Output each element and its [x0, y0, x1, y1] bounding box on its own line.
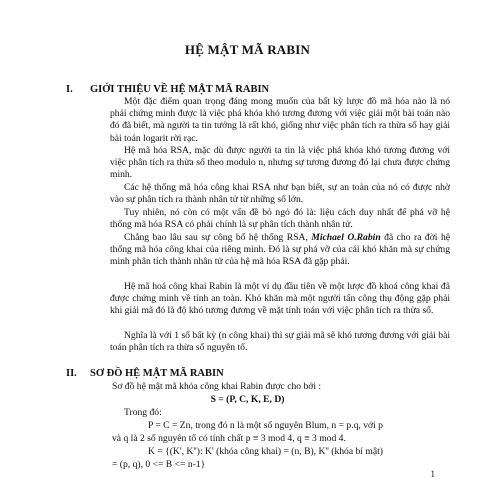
section-1-number: I. [66, 84, 73, 95]
paragraph-6: Hệ mã hoá công khai Rabin là một ví dụ đầu tiên về một lược đồ khoá công khai đã được chứng minh về tính an toàn. Khó khăn mà một người tấn công thụ động gặp phải khi giải mã đó là độ khó tương đương về mặt tính toán với việc phân tích ra thừa số. [110, 281, 450, 317]
paragraph-5-end: đã cho ra đời hệ thống mã hóa công khai của riêng mình. Đó là sự phá vỡ của cái khó khăn mà sự chứng minh phân tích thành nhân tử của hệ mã hóa RSA đã gặp phải. [110, 232, 451, 268]
paragraph-2: Hệ mã hóa RSA, mặc dù được người ta tin là việc phá khóa khó tương đương với việc phân tích ra thừa số theo modulo n, nhưng sự tương đương đó lại chưa được chứng minh. [110, 145, 450, 181]
page-number: 1 [430, 469, 435, 479]
author-name: Michael O.Rabin [311, 232, 381, 243]
paragraph-5 [110, 232, 450, 269]
page-title: HỆ MẬT MÃ RABIN [184, 42, 311, 57]
definition-line-2: và q là 2 số nguyên tố có tính chất p ≡ 3 mod 4, q ≡ 3 mod 4. [112, 433, 346, 444]
paragraph-3: Các hệ thống mã hóa công khai RSA như bạn biết, sự an toàn của nó có được nhờ vào sự phân tích ra thành nhân tử từ những số lớn. [110, 182, 450, 206]
definition-line-1: P = C = Zn, trong đó n là một số nguyên Blum, n = p.q, với p [148, 420, 383, 431]
definition-line-3: K = {(K', K''): K' (khóa công khai) = (n, B), K'' (khóa bí mật) [148, 446, 383, 457]
section-2-intro: Sơ đồ hệ mật mã khóa công khai Rabin được cho bởi : [112, 381, 322, 392]
scheme-formula: S = (P, C, K, E, D) [210, 394, 285, 405]
definition-line-4: = (p, q), 0 <= B <= n-1} [112, 459, 206, 470]
paragraph-5-start: Chẳng bao lâu sau sự công bố hệ thống RSA, [124, 232, 308, 243]
where-label: Trong đó: [124, 407, 162, 418]
section-1-title: GIỚI THIỆU VỀ HỆ MẬT MÃ RABIN [90, 84, 270, 95]
paragraph-7: Nghĩa là với 1 số bất kỳ (n công khai) thì sự giải mã sẽ khó tương đương với giải bài toán phân tích ra thừa số nguyên tố. [110, 330, 450, 354]
section-2-number: II. [66, 368, 77, 379]
section-2-title: SƠ ĐỒ HỆ MẬT MÃ RABIN [90, 368, 224, 379]
paragraph-4: Tuy nhiên, nó còn có một vấn đề bỏ ngỏ đó là: liệu cách duy nhất để phá vỡ hệ thống mã hóa RSA có phải chính là sự phân tích thành nhân tử. [110, 207, 450, 231]
paragraph-1: Một đặc điểm quan trọng đáng mong muốn của bất kỳ lược đồ mã hóa nào là nó phải chứng minh được là việc phá khóa khó tương đương với việc giải một bài toán nào đó đã biết, mà người ta tin tưởng là rất khó, giống như việc phân tích ra thừa số hay giải bài toán logarit rời rạc. [110, 96, 450, 144]
